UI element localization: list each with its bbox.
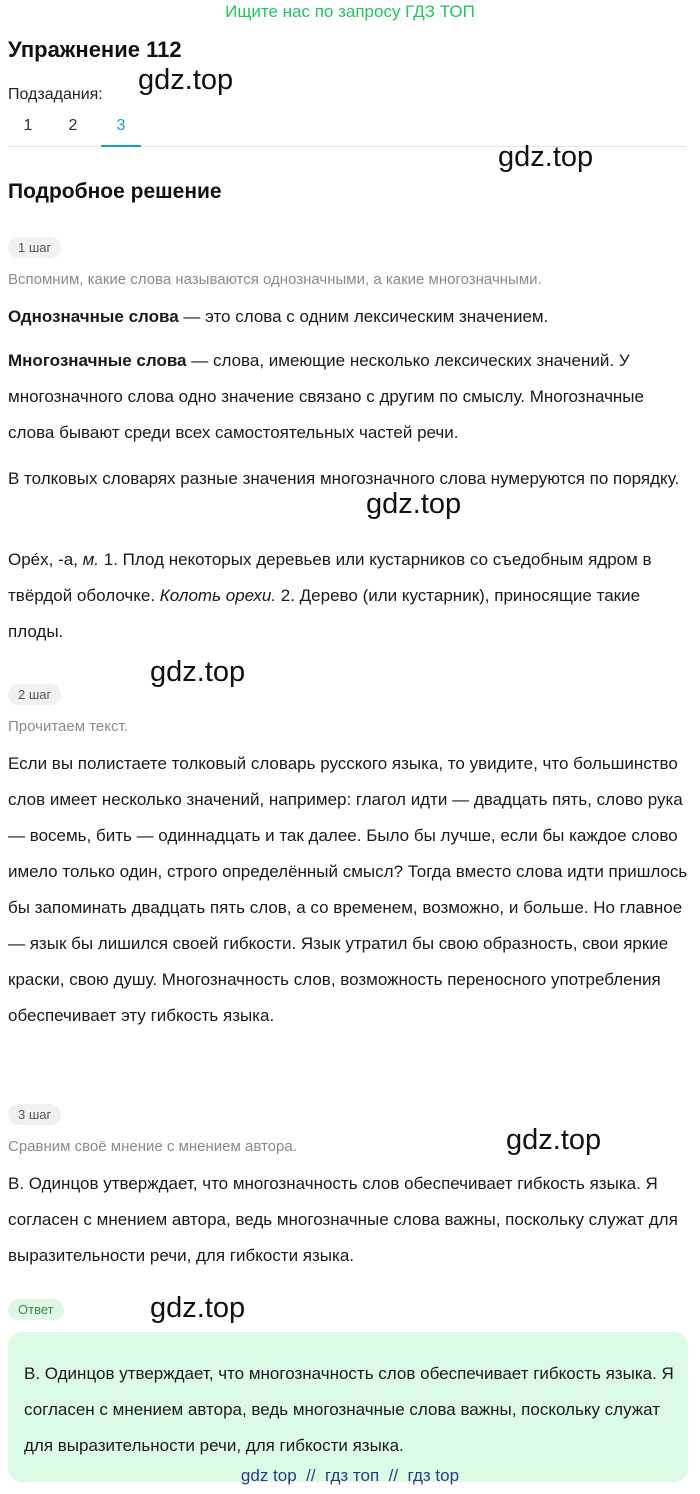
definition-single — [8, 299, 688, 335]
dictionary-note: В толковых словарях разные значения многозначного слова нумеруются по порядку. — [8, 469, 680, 488]
footer-links — [0, 1466, 700, 1486]
term-multi: Многозначные слова — [8, 351, 187, 370]
step-2-badge: 2 шаг — [8, 684, 61, 705]
promo-banner[interactable]: Ищите нас по запросу ГДЗ ТОП — [225, 2, 475, 21]
step-1-hint: Вспомним, какие слова называются однозначными, а какие многозначными. — [8, 271, 542, 288]
answer-text: В. Одинцов утверждает, что многозначность слов обеспечивает гибкость языка. Я согласен с мнением автора, ведь многозначные слова важны, поскольку служат для выразительности речи, для гибкости языка. — [24, 1364, 674, 1455]
watermark: gdz.top — [150, 1292, 246, 1324]
subtasks-label: Подзадания: — [8, 86, 103, 103]
footer-separator: // — [306, 1466, 316, 1485]
footer-link-gdz-top[interactable]: gdz top — [240, 1466, 297, 1485]
step-2-hint: Прочитаем текст. — [8, 718, 128, 735]
step-3-badge: 3 шаг — [8, 1104, 61, 1125]
dictionary-example — [8, 542, 688, 650]
footer-separator: // — [388, 1466, 399, 1485]
tab-2[interactable]: 2 — [68, 117, 78, 134]
watermark: gdz.top — [366, 488, 462, 520]
tab-3[interactable]: 3 — [101, 108, 141, 147]
answer-badge: Ответ — [8, 1299, 64, 1320]
watermark: gdz.top — [506, 1124, 602, 1156]
source-text: Если вы полистаете толковый словарь русского языка, то увидите, что большинство слов имеет несколько значений, например: глагол идти — двадцать пять, слово рука — восемь, бить — одиннадцать и так далее. Было бы лучше, если бы каждое слово имело только один, строго определённый смысл? Тогда вместо слова идти пришлось бы запоминать двадцать пять слов, а со временем, возможно, и больше. Но главное — язык бы лишился своей гибкости. Язык утратил бы свою образность, свои яркие краски, свою душу. Многозначность слов, возможность переносного употребления обеспечивает эту гибкость языка. — [8, 754, 688, 1025]
step-3-text: В. Одинцов утверждает, что многозначность слов обеспечивает гибкость языка. Я согласен с мнением автора, ведь многозначные слова важны, поскольку служат для выразительности речи, для гибкости языка. — [8, 1174, 678, 1265]
entry-example: Колоть орехи. — [159, 586, 277, 605]
entry-headword: Орéх, -а, — [8, 550, 83, 569]
definition-multi-text: — слова, имеющие несколько лексических значений. У многозначного слова одно значение связано с другим по смыслу. Многозначные слова бывают среди всех самостоятельных частей речи. — [8, 351, 644, 442]
entry-meaning-2: 2. Дерево (или кустарник), приносящие такие плоды. — [8, 586, 641, 641]
definition-single-text: — это слова с одним лексическим значением. — [178, 307, 549, 326]
tab-1[interactable]: 1 — [23, 117, 33, 134]
step-1-badge: 1 шаг — [8, 237, 61, 258]
term-single: Однозначные слова — [8, 307, 179, 326]
entry-gender: м. — [82, 550, 100, 569]
section-title: Подробное решение — [8, 180, 222, 203]
footer-link-gdz-top-mixed[interactable]: гдз top — [407, 1466, 460, 1485]
definition-multi — [8, 343, 688, 451]
page-title: Упражнение 112 — [8, 37, 182, 62]
watermark: gdz.top — [498, 141, 594, 173]
watermark: gdz.top — [138, 64, 234, 96]
footer-link-gdz-top-ru[interactable]: гдз топ — [325, 1466, 380, 1485]
entry-meaning-1: 1. Плод некоторых деревьев или кустарников со съедобным ядром в твёрдой оболочке. — [8, 550, 652, 605]
step-3-hint: Сравним своё мнение с мнением автора. — [8, 1138, 297, 1155]
watermark: gdz.top — [150, 656, 246, 688]
